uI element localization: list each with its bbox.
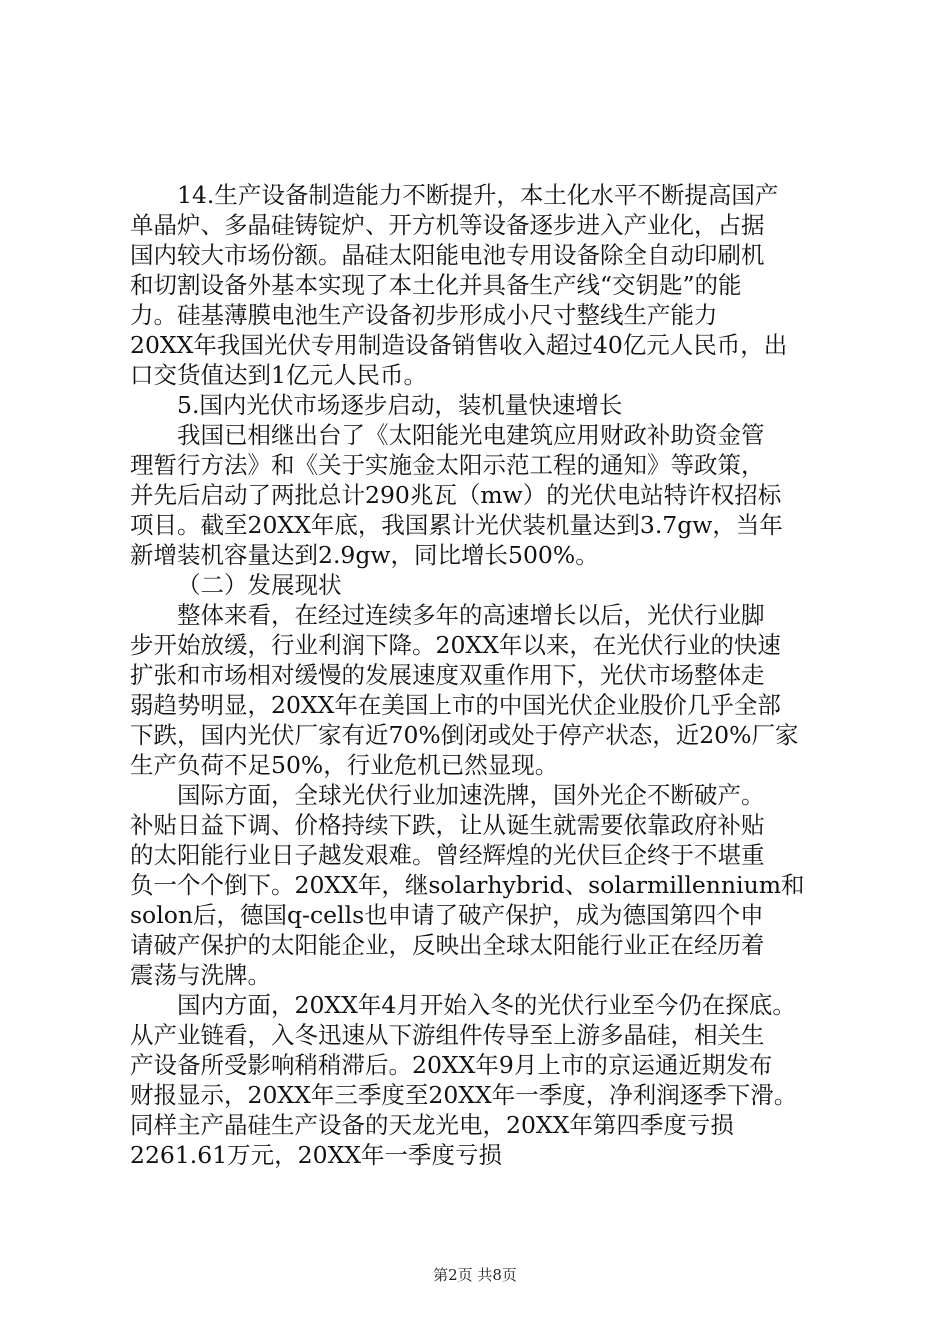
paragraph-line: 负一个个倒下。20XX年，继solarhybrid、solarmillennium和	[130, 871, 805, 899]
paragraph-line: 财报显示，20XX年三季度至20XX年一季度，净利润逐季下滑。	[130, 1081, 798, 1109]
paragraph-line: 新增装机容量达到2.9gw，同比增长500%。	[130, 541, 599, 569]
section-heading: （二）发展现状	[177, 571, 342, 599]
paragraph-line: 下跌，国内光伏厂家有近70%倒闭或处于停产状态，近20%厂家	[130, 721, 799, 749]
paragraph-line: 产设备所受影响稍稍滞后。20XX年9月上市的京运通近期发布	[130, 1051, 773, 1079]
paragraph-line: 力。硅基薄膜电池生产设备初步形成小尺寸整线生产能力	[130, 301, 718, 329]
paragraph-line: 项目。截至20XX年底，我国累计光伏装机量达到3.7gw，当年	[130, 511, 783, 539]
paragraph-line: 并先后启动了两批总计290兆瓦（mw）的光伏电站特许权招标	[130, 481, 782, 509]
paragraph-line: 20XX年我国光伏专用制造设备销售收入超过40亿元人民币，出	[130, 331, 788, 359]
paragraph-line: 和切割设备外基本实现了本土化并具备生产线“交钥匙”的能	[130, 271, 742, 299]
paragraph-line: 理暂行方法》和《关于实施金太阳示范工程的通知》等政策，	[130, 451, 765, 479]
paragraph-line: 口交货值达到1亿元人民币。	[130, 361, 427, 389]
paragraph-line: 国内方面，20XX年4月开始入冬的光伏行业至今仍在探底。	[177, 991, 796, 1019]
paragraph-line: 单晶炉、多晶硅铸锭炉、开方机等设备逐步进入产业化，占据	[130, 211, 765, 239]
paragraph-line: 扩张和市场相对缓慢的发展速度双重作用下，光伏市场整体走	[130, 661, 765, 689]
paragraph-line: 同样主产晶硅生产设备的天龙光电，20XX年第四季度亏损	[130, 1111, 734, 1139]
page-number-label: 第2页 共8页	[433, 1266, 517, 1284]
paragraph-line: 的太阳能行业日子越发艰难。曾经辉煌的光伏巨企终于不堪重	[130, 841, 765, 869]
paragraph-line: 震荡与洗牌。	[130, 961, 271, 989]
paragraph-line: 14.生产设备制造能力不断提升，本土化水平不断提高国产	[177, 181, 779, 209]
paragraph-line: 我国已相继出台了《太阳能光电建筑应用财政补助资金管	[177, 421, 765, 449]
paragraph-line: 生产负荷不足50%，行业危机已然显现。	[130, 751, 559, 779]
paragraph-line: 整体来看，在经过连续多年的高速增长以后，光伏行业脚	[177, 601, 765, 629]
paragraph-line: 补贴日益下调、价格持续下跌，让从诞生就需要依靠政府补贴	[130, 811, 765, 839]
paragraph-line: 弱趋势明显，20XX年在美国上市的中国光伏企业股价几乎全部	[130, 691, 781, 719]
page-footer	[0, 1265, 950, 1285]
paragraph-line: 步开始放缓，行业利润下降。20XX年以来，在光伏行业的快速	[130, 631, 781, 659]
paragraph-line: solon后，德国q-cells也申请了破产保护，成为德国第四个申	[130, 901, 764, 929]
paragraph-line: 国际方面，全球光伏行业加速洗牌，国外光企不断破产。	[177, 781, 765, 809]
section-heading: 5.国内光伏市场逐步启动，装机量快速增长	[177, 391, 623, 419]
paragraph-line: 国内较大市场份额。晶硅太阳能电池专用设备除全自动印刷机	[130, 241, 765, 269]
paragraph-line: 从产业链看，入冬迅速从下游组件传导至上游多晶硅，相关生	[130, 1021, 765, 1049]
paragraph-line: 2261.61万元，20XX年一季度亏损	[130, 1141, 503, 1169]
paragraph-line: 请破产保护的太阳能企业，反映出全球太阳能行业正在经历着	[130, 931, 765, 959]
